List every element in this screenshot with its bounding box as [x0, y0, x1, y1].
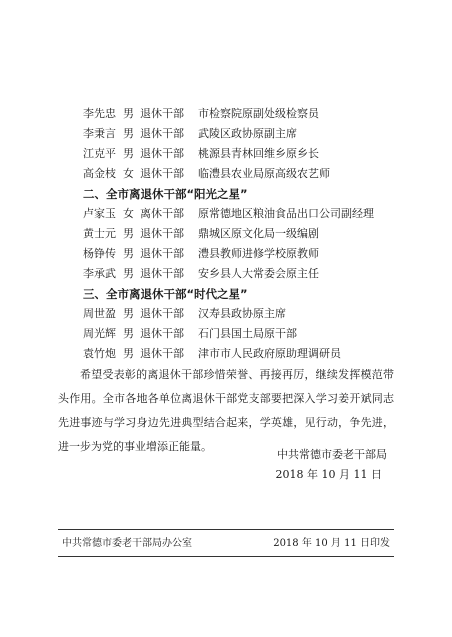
honoree-name: 李承武: [83, 267, 116, 280]
honoree-position: 原常德地区粮油食品出口公司副经理: [198, 207, 374, 220]
honoree-gender: 男: [123, 147, 134, 160]
honoree-status: 退休干部: [140, 247, 184, 260]
honoree-status: 退休干部: [140, 347, 184, 360]
honoree-name: 李先忠: [83, 107, 116, 120]
honoree-position: 临澧县农业局原高级农艺师: [198, 167, 330, 180]
honoree-gender: 男: [123, 347, 134, 360]
honoree-gender: 男: [123, 107, 134, 120]
footer-rule-top: [58, 529, 394, 530]
honoree-gender: 男: [123, 307, 134, 320]
honoree-status: 退休干部: [140, 327, 184, 340]
honoree-name: 袁竹炮: [83, 347, 116, 360]
honoree-position: 桃源县青林回维乡原乡长: [198, 147, 319, 160]
honoree-status: 退休干部: [140, 307, 184, 320]
honoree-status: 退休干部: [140, 107, 184, 120]
honoree-position: 市检察院原副处级检察员: [198, 107, 319, 120]
honoree-gender: 男: [123, 327, 134, 340]
honoree-status: 退休干部: [140, 147, 184, 160]
honoree-position: 武陵区政协原副主席: [198, 127, 297, 140]
honoree-row: [83, 107, 319, 121]
honoree-status: 退休干部: [140, 127, 184, 140]
closing-paragraph: 希望受表彰的离退休干部珍惜荣誉、再接再厉，继续发挥模范带头作用。全市各地各单位离退休干部党支部要把深入学习姜开斌同志先进事迹与学习身边先进典型结合起来，学英雄，见行动，争先进，进一步为党的事业增添正能量。: [58, 368, 394, 453]
honoree-row: [83, 227, 319, 241]
honoree-gender: 男: [123, 127, 134, 140]
section-heading-sunshine-star: 二、全市离退休干部“阳光之星”: [83, 187, 248, 201]
signature-date: 2018 年 10 月 11 日: [275, 468, 382, 481]
honoree-gender: 男: [123, 247, 134, 260]
honoree-name: 江克平: [83, 147, 116, 160]
honoree-position: 津市市人民政府原助理调研员: [198, 347, 341, 360]
honoree-gender: 女: [123, 167, 134, 180]
honoree-position: 汉寿县政协原主席: [198, 307, 286, 320]
footer-rule-bottom: [58, 556, 394, 557]
honoree-position: 安乡县人大常委会原主任: [198, 267, 319, 280]
honoree-row: [83, 247, 319, 261]
honoree-row: [83, 127, 297, 141]
footer-issuer: 中共常德市委老干部局办公室: [62, 538, 192, 549]
signature-org: 中共常德市委老干部局: [277, 448, 387, 461]
honoree-row: [83, 167, 330, 181]
honoree-position: 石门县国土局原干部: [198, 327, 297, 340]
honoree-position: 鼎城区原文化局一级编剧: [198, 227, 319, 240]
honoree-gender: 男: [123, 267, 134, 280]
honoree-name: 周世盈: [83, 307, 116, 320]
honoree-gender: 女: [123, 207, 134, 220]
honoree-status: 退休干部: [140, 167, 184, 180]
honoree-status: 离休干部: [140, 207, 184, 220]
honoree-name: 卢家玉: [83, 207, 116, 220]
honoree-status: 退休干部: [140, 267, 184, 280]
honoree-name: 高金枝: [83, 167, 116, 180]
honoree-name: 杨铮传: [83, 247, 116, 260]
honoree-name: 周光辉: [83, 327, 116, 340]
honoree-row: [83, 307, 286, 321]
honoree-position: 澧县教师进修学校原教师: [198, 247, 319, 260]
honoree-row: [83, 207, 374, 221]
honoree-gender: 男: [123, 227, 134, 240]
honoree-row: [83, 347, 341, 361]
honoree-status: 退休干部: [140, 227, 184, 240]
honoree-name: 李秉言: [83, 127, 116, 140]
honoree-row: [83, 147, 319, 161]
honoree-row: [83, 327, 297, 341]
section-heading-era-star: 三、全市离退休干部“时代之星”: [83, 287, 248, 301]
honoree-name: 黄士元: [83, 227, 116, 240]
honoree-row: [83, 267, 319, 281]
footer-print-date: 2018 年 10 月 11 日印发: [273, 538, 390, 549]
